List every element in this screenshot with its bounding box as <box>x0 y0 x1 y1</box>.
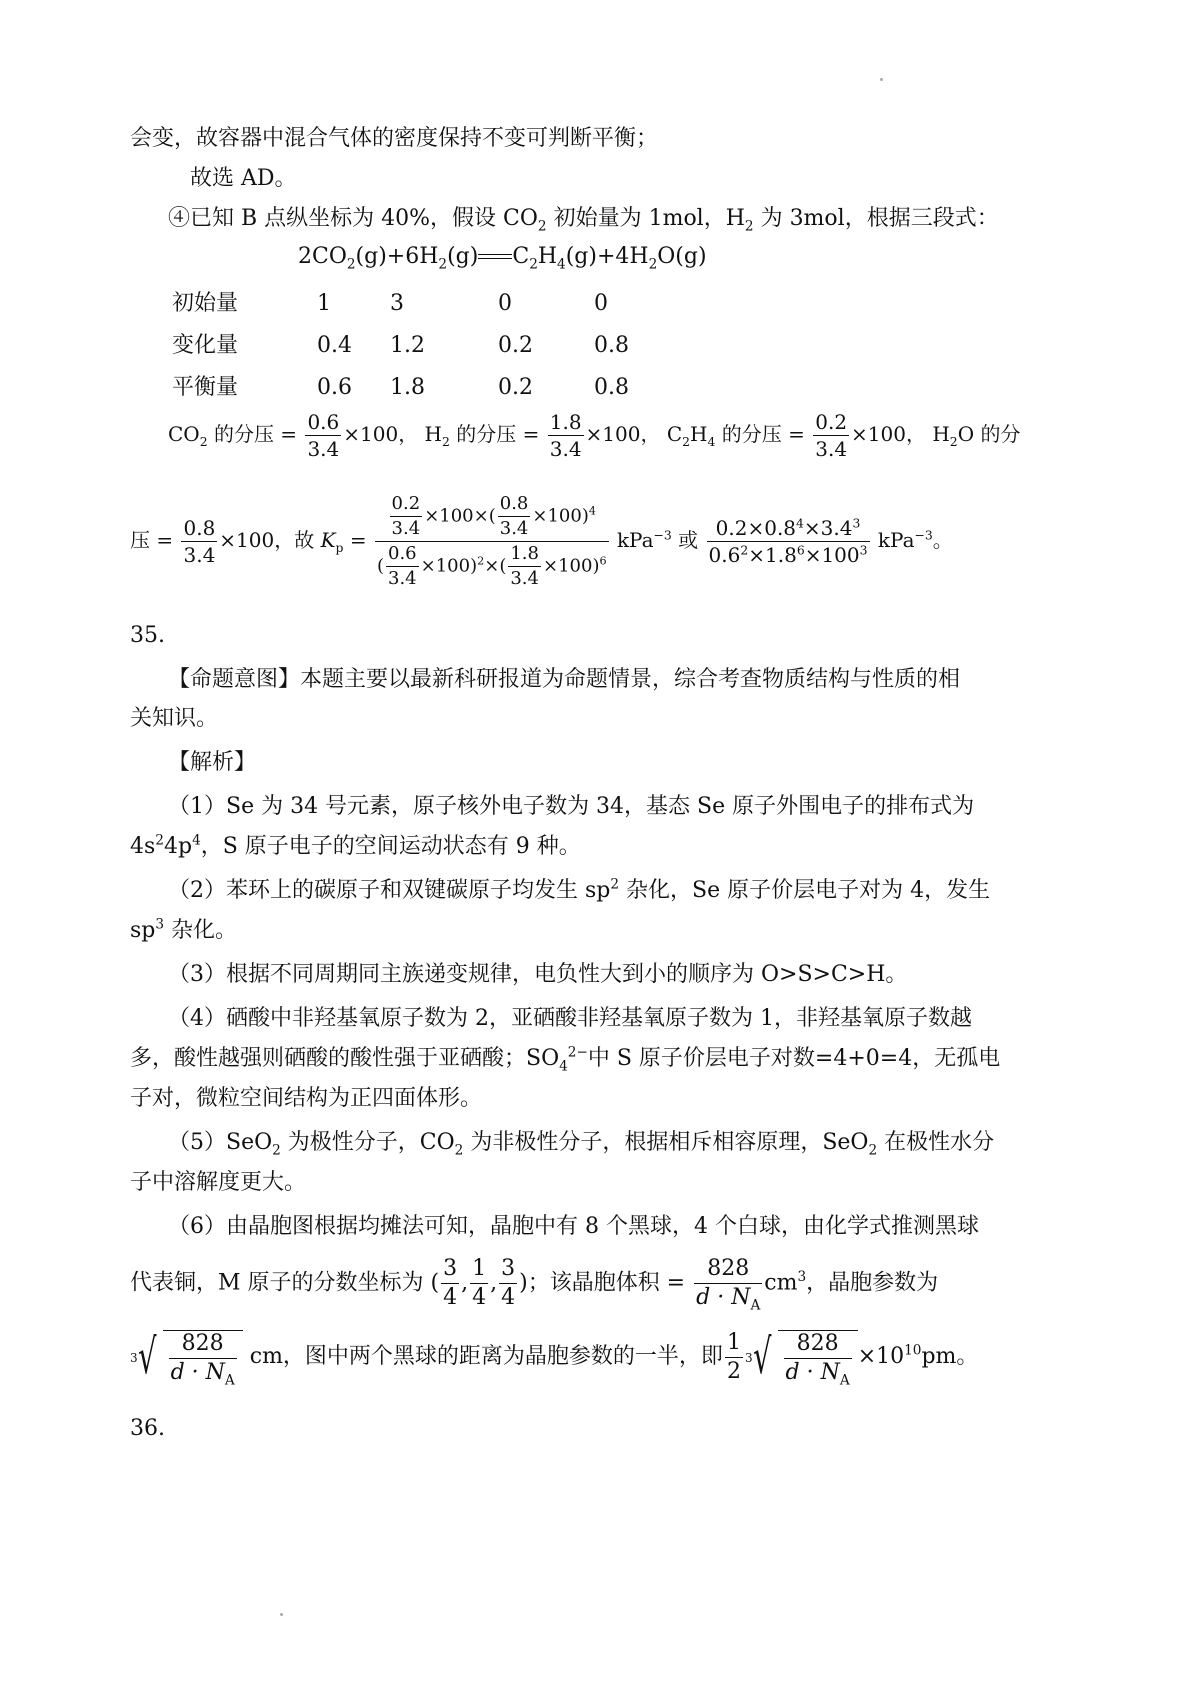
cube-root <box>744 1329 858 1389</box>
question-36: 36. <box>130 1416 165 1441</box>
t: kPa <box>877 528 915 552</box>
den: 3.4 <box>183 543 216 567</box>
sub: 2 <box>682 434 691 449</box>
sub: p <box>335 540 344 555</box>
t: O 的分 <box>957 422 1021 446</box>
sup: 2 <box>740 542 749 558</box>
numerator: $\frac{0.2}{3.4}$ ×100×( $\frac{0.8}{3.4}$ ×100)$^4$ <box>391 493 596 539</box>
cube-root <box>130 1329 243 1389</box>
sub: 2 <box>438 256 448 273</box>
cell: 0 <box>594 291 608 316</box>
cell: 3 <box>390 291 404 316</box>
t: 2CO <box>298 244 347 269</box>
para-6c <box>130 1329 979 1389</box>
t: 的分压 = <box>449 422 540 446</box>
para-2 <box>168 876 991 903</box>
t: d · N <box>170 1360 225 1385</box>
fraction <box>390 495 423 538</box>
t: 。 <box>932 528 953 552</box>
question-35: 35. <box>130 623 165 648</box>
sub: 2 <box>346 256 356 273</box>
num: 828 <box>707 1256 750 1281</box>
den: 3.4 <box>815 437 848 461</box>
t: ×10 <box>857 1344 905 1369</box>
t: H <box>537 244 558 269</box>
t: 多，酸性越强则硒酸的酸性强于亚硒酸；SO <box>130 1046 560 1071</box>
den: 3.4 <box>307 437 340 461</box>
t: cm，图中两个黑球的距离为晶胞参数的一半，即 <box>249 1344 723 1369</box>
sup: 3 <box>852 515 861 531</box>
t: kPa <box>616 528 654 552</box>
sub: 2 <box>454 1142 464 1159</box>
t: 或 <box>671 528 699 552</box>
sup: 2− <box>567 1044 588 1061</box>
sub: 2 <box>272 1142 281 1159</box>
num: 3 <box>501 1256 516 1281</box>
para-6b: 代表铜，M 原子的分数坐标为 ( $\frac{3}{4}$ , $\frac{1}{4}$ , $\frac{3}{4}$ )；该晶胞体积 = $\frac{828}{d \cdot N_A}$ $cm^3$，晶胞参数为 <box>130 1256 939 1314</box>
sub: 2 <box>868 1142 878 1159</box>
radical-icon: √ <box>138 1329 157 1385</box>
t: 压 = <box>130 528 174 552</box>
t: 中 S 原子价层电子对数=4+0=4，无孤电 <box>587 1046 1001 1071</box>
den: 3.4 <box>549 437 582 461</box>
fraction <box>499 1258 517 1309</box>
para-4: （4）硒酸中非羟基氧原子数为 2，亚硒酸非羟基氧原子数为 1，非羟基氧原子数越 <box>168 1006 972 1031</box>
sub: A <box>839 1372 850 1389</box>
den: 3.4 <box>391 518 421 539</box>
t: 的分压 = <box>207 422 298 446</box>
sub: 2 <box>648 256 658 273</box>
sup: 3 <box>797 1269 807 1286</box>
t: 为极性分子，CO <box>280 1130 455 1155</box>
t: (g)+6H <box>355 244 439 269</box>
t: 杂化。 <box>164 918 238 943</box>
sup: −3 <box>653 527 672 543</box>
text-line-3 <box>168 206 999 235</box>
t: ， <box>640 422 661 446</box>
denominator: ( $\frac{0.6}{3.4}$ ×100)$^2$×( $\frac{1.8}{3.4}$ ×100)$^6$ <box>376 543 607 589</box>
kp-alt-fraction <box>707 515 870 567</box>
sup: 4 <box>192 832 201 849</box>
fraction <box>169 1331 237 1389</box>
t: 的分压 = <box>715 422 805 446</box>
t: （2）苯环上的碳原子和双键碳原子均发生 sp <box>168 878 611 903</box>
num: 1 <box>472 1256 487 1281</box>
t: H <box>932 422 950 446</box>
t: ×100 <box>532 505 582 527</box>
sub: 2 <box>949 434 958 449</box>
t: ， <box>398 422 419 446</box>
partial-pressure-line <box>168 412 1020 459</box>
fraction <box>386 545 419 588</box>
num: 828 <box>796 1331 839 1356</box>
t: ×100 <box>851 422 906 446</box>
den <box>784 1358 852 1389</box>
equilibrium-arrow-icon <box>478 253 512 261</box>
t: 在极性水分 <box>877 1130 995 1155</box>
t: ×100 <box>420 555 471 577</box>
t: sp <box>130 918 156 943</box>
sup: −3 <box>914 527 933 543</box>
num: 0.6 <box>307 410 340 434</box>
fraction <box>470 1258 488 1309</box>
t: (g) <box>447 244 479 269</box>
para-5 <box>168 1130 995 1159</box>
cell: 0.2 <box>498 333 533 358</box>
sup: 2 <box>610 876 620 893</box>
fraction <box>694 1256 762 1314</box>
t: ×100 <box>542 555 593 577</box>
t: K <box>320 528 336 552</box>
reaction-equation <box>298 244 707 273</box>
numerator: $0.2\times 0.8^4\times 3.4^3$ <box>715 515 861 540</box>
den: 3.4 <box>388 568 417 589</box>
t: ， <box>905 422 926 446</box>
cell: 0 <box>498 291 512 316</box>
text-line-2: 故选 AD。 <box>190 166 297 191</box>
sub: 2 <box>537 218 547 235</box>
para-4b <box>130 1044 1001 1075</box>
t: 代表铜，M 原子的分数坐标为 ( <box>130 1270 440 1296</box>
cell: 0.8 <box>594 333 629 358</box>
kp-line <box>130 495 953 588</box>
sup: 2 <box>477 554 485 568</box>
num: 1 <box>726 1329 741 1355</box>
t: 为 3mol，根据三段式： <box>753 206 999 231</box>
num: 0.2 <box>815 410 848 434</box>
num: 0.8 <box>183 516 216 540</box>
t: cm <box>764 1270 798 1296</box>
intent-line: 【命题意图】本题主要以最新科研报道为命题情景，综合考查物质结构与性质的相 <box>168 667 961 692</box>
t: C <box>512 244 530 269</box>
cell: 0.4 <box>317 333 352 358</box>
sub: 4 <box>559 1058 568 1075</box>
text-line-1: 会变，故容器中混合气体的密度保持不变可判断平衡； <box>130 126 659 151</box>
sup: 2 <box>155 832 164 849</box>
sup: 3 <box>859 542 868 558</box>
den: 2 <box>726 1358 741 1384</box>
t: = <box>343 528 367 552</box>
t: CO <box>168 422 200 446</box>
t: ×100 <box>219 528 275 552</box>
sub: 4 <box>557 256 566 273</box>
fraction <box>784 1331 852 1389</box>
t: H <box>424 422 442 446</box>
para-5b: 子中溶解度更大。 <box>130 1170 307 1195</box>
t: 为非极性分子，根据相斥相容原理，SeO <box>463 1130 869 1155</box>
t: )；该晶胞体积 = <box>519 1270 686 1296</box>
speck <box>880 78 883 81</box>
cell: 0.2 <box>498 375 533 400</box>
sup: 6 <box>599 554 607 568</box>
cell: 0.8 <box>594 375 629 400</box>
sub: 2 <box>199 434 208 449</box>
sub: 4 <box>707 434 716 449</box>
cell: 1.8 <box>390 375 425 400</box>
den: 3.4 <box>510 568 539 589</box>
fraction <box>548 412 584 459</box>
sup: 6 <box>796 542 805 558</box>
radical-icon: √ <box>753 1329 772 1385</box>
t: C <box>666 422 683 446</box>
num: 1.8 <box>510 543 539 564</box>
sup: 4 <box>796 515 804 531</box>
t: 4s <box>130 834 156 859</box>
den: 3.4 <box>499 518 529 539</box>
radicand <box>778 1330 858 1389</box>
den: 4 <box>501 1285 516 1310</box>
num: 0.6 <box>388 543 417 564</box>
row-label: 初始量 <box>172 291 239 316</box>
sub: A <box>224 1372 235 1389</box>
table-row <box>172 325 629 367</box>
fraction <box>441 1258 459 1309</box>
num: 3 <box>443 1256 458 1281</box>
table-row <box>172 367 629 409</box>
table-row <box>172 283 629 325</box>
den: 4 <box>443 1285 458 1310</box>
den <box>169 1358 237 1389</box>
para-2b <box>130 916 238 943</box>
cell: 1 <box>317 291 331 316</box>
fraction <box>508 545 541 588</box>
t: (g)+4H <box>565 244 649 269</box>
den: 4 <box>472 1285 487 1310</box>
t: ×100 <box>585 422 641 446</box>
t: ×100 <box>343 422 399 446</box>
num: 0.8 <box>499 493 529 514</box>
t: （5）SeO <box>168 1130 273 1155</box>
speck <box>280 1613 283 1616</box>
row-label: 平衡量 <box>172 375 239 400</box>
t: d · N <box>785 1360 840 1385</box>
para-1: （1）Se 为 34 号元素，原子核外电子数为 34，基态 Se 原子外围电子的排布式为 <box>168 794 975 819</box>
sup: 4 <box>588 504 596 518</box>
para-6: （6）由晶胞图根据均摊法可知，晶胞中有 8 个黑球，4 个白球，由化学式推测黑球 <box>168 1214 979 1239</box>
root-index: 3 <box>130 1351 138 1365</box>
t: ④已知 B 点纵坐标为 40%，假设 CO <box>168 206 538 231</box>
sub: 2 <box>529 256 538 273</box>
fraction <box>813 412 849 459</box>
radicand <box>163 1330 243 1389</box>
kp-big-fraction <box>375 495 609 588</box>
cell: 1.2 <box>390 333 425 358</box>
row-label: 变化量 <box>172 333 239 358</box>
den <box>694 1283 762 1314</box>
sup: 3 <box>155 916 165 933</box>
num: 1.8 <box>549 410 582 434</box>
t: ，晶胞参数为 <box>806 1270 939 1296</box>
denominator: $0.6^2\times 1.8^6\times 100^3$ <box>708 542 868 567</box>
three-stage-table <box>172 283 629 409</box>
fraction <box>725 1329 743 1384</box>
t: O(g) <box>657 244 707 269</box>
sub: 2 <box>442 434 450 449</box>
t: ，S 原子电子的空间运动状态有 9 种。 <box>200 834 581 859</box>
root-index: 3 <box>744 1351 753 1365</box>
fraction <box>498 495 531 538</box>
t: ，故 <box>274 528 321 552</box>
para-3: （3）根据不同周期同主族递变规律，电负性大到小的顺序为 O>S>C>H。 <box>168 962 908 987</box>
t: pm。 <box>921 1344 979 1369</box>
t: d · N <box>696 1285 751 1310</box>
num: 828 <box>181 1331 224 1356</box>
fraction <box>305 412 341 459</box>
intent-line-2: 关知识。 <box>130 706 219 731</box>
t: H <box>690 422 708 446</box>
fraction <box>181 518 217 565</box>
sub: 2 <box>744 218 754 235</box>
t: 4p <box>163 834 193 859</box>
sup: 10 <box>904 1342 922 1359</box>
para-1b <box>130 832 581 859</box>
num: 0.2 <box>391 493 421 514</box>
t: ×100 <box>424 505 474 527</box>
t: 杂化，Se 原子价层电子对为 4，发生 <box>619 878 991 903</box>
cell: 0.6 <box>317 375 352 400</box>
para-4c: 子对，微粒空间结构为正四面体形。 <box>130 1086 483 1111</box>
analysis-heading: 【解析】 <box>168 750 257 775</box>
sub: A <box>750 1297 761 1314</box>
t: 初始量为 1mol，H <box>546 206 745 231</box>
